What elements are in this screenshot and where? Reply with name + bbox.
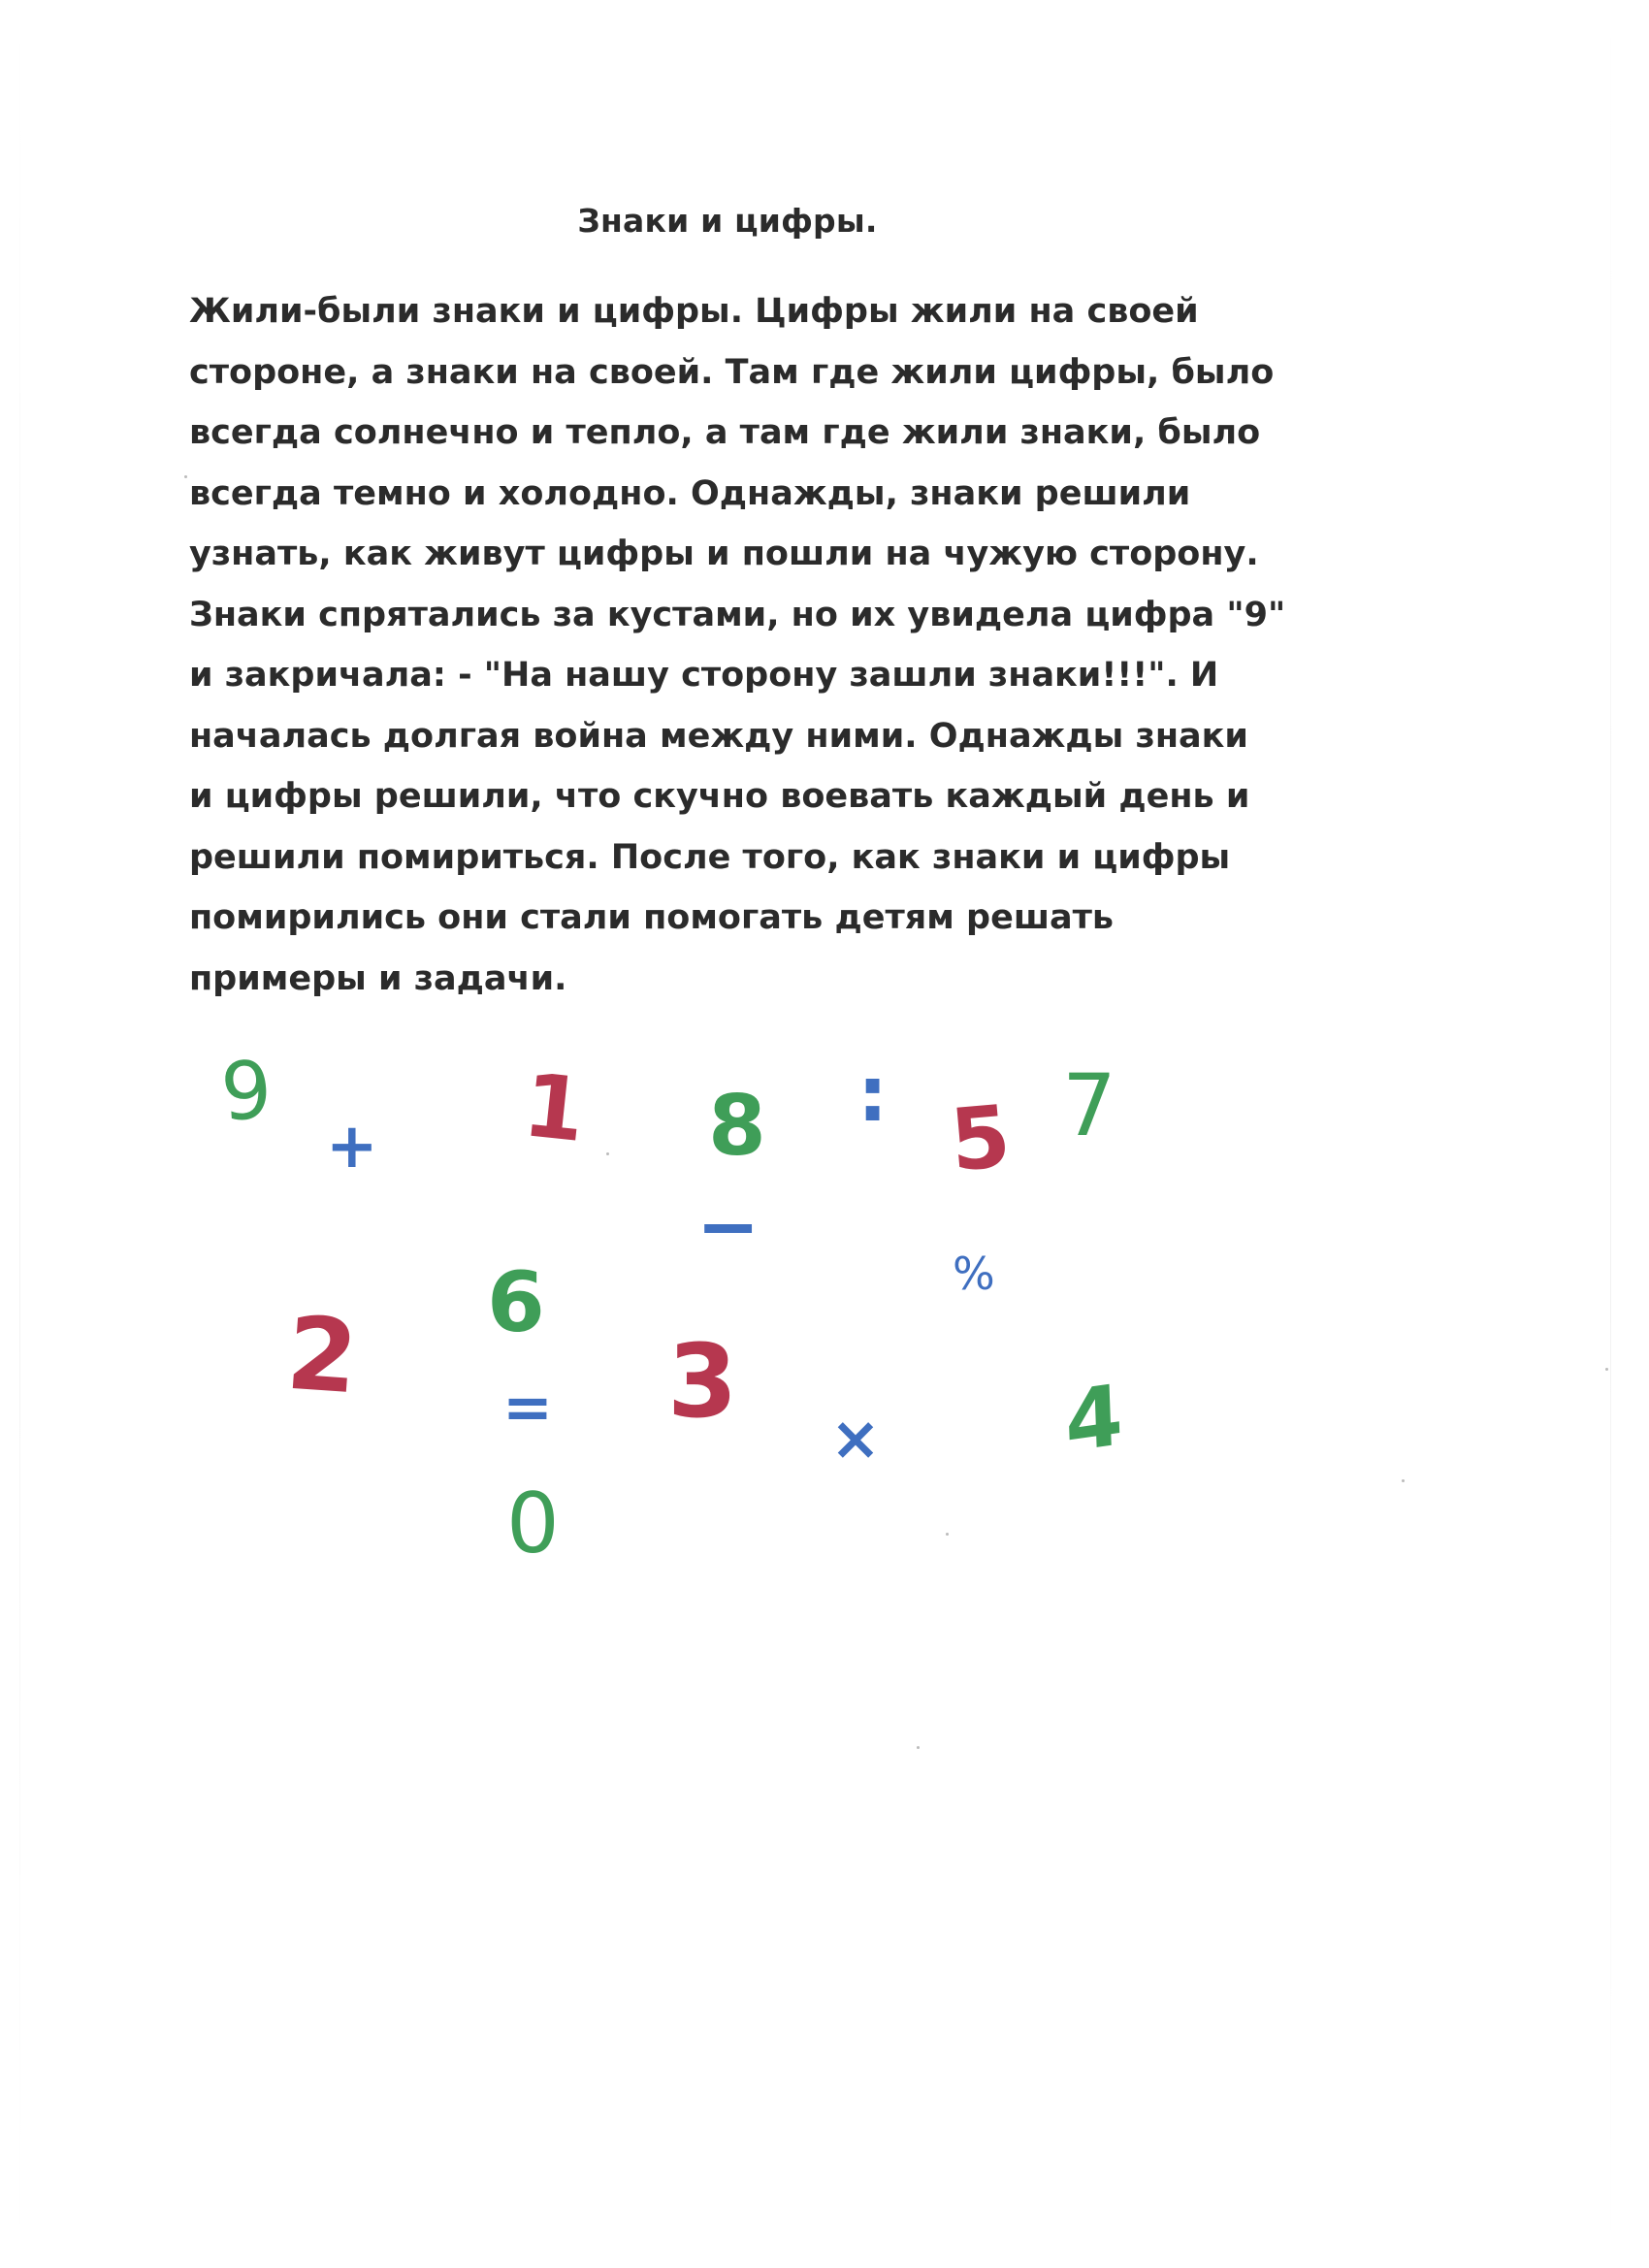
story-line: и цифры решили, что скучно воевать каждый день и (189, 777, 1250, 816)
drawn-digit-nine: 9 (217, 1044, 275, 1140)
scan-speck (184, 475, 187, 478)
drawn-colon-sign: : (857, 1052, 889, 1139)
story-line: примеры и задачи. (189, 958, 567, 998)
drawn-digit-one: 1 (518, 1054, 590, 1162)
story-line: Знаки спрятались за кустами, но их увидела цифра "9" (189, 595, 1286, 634)
story-paragraph (189, 281, 1286, 1009)
drawn-digit-zero: 0 (506, 1475, 560, 1572)
story-line: помирились они стали помогать детям решать (189, 898, 1115, 937)
drawn-digit-seven: 7 (1062, 1055, 1116, 1155)
drawn-plus-sign: + (326, 1111, 378, 1183)
document-title: Знаки и цифры. (577, 202, 878, 240)
drawn-times-sign: × (830, 1403, 881, 1474)
scan-edge-right (1610, 0, 1611, 2268)
drawn-minus-sign: − (696, 1183, 760, 1271)
drawn-equals-sign: = (502, 1372, 553, 1442)
story-line: всегда темно и холодно. Однажды, знаки решили (189, 473, 1191, 513)
scan-speck (917, 1746, 920, 1749)
story-line: и закричала: - "На нашу сторону зашли знаки!!!". И (189, 656, 1219, 695)
story-line: Жили-были знаки и цифры. Цифры жили на своей (189, 292, 1199, 331)
drawn-percent-sign: % (953, 1247, 995, 1300)
scan-speck (606, 1152, 609, 1155)
story-line: узнать, как живут цифры и пошли на чужую сторону. (189, 535, 1259, 573)
scan-speck (1402, 1479, 1405, 1482)
drawn-digit-two: 2 (282, 1293, 362, 1417)
scan-speck (946, 1533, 949, 1536)
story-line: решили помириться. После того, как знаки и цифры (189, 837, 1231, 877)
drawn-digit-eight: 8 (708, 1078, 766, 1175)
story-line: началась долгая война между ними. Однажды знаки (189, 716, 1248, 756)
story-line: стороне, а знаки на своей. Там где жили цифры, было (189, 352, 1275, 392)
drawn-digit-five: 5 (946, 1085, 1015, 1191)
drawn-digit-three: 3 (667, 1322, 738, 1441)
story-line: всегда солнечно и тепло, а там где жили знаки, было (189, 413, 1261, 452)
drawn-digit-four: 4 (1063, 1366, 1125, 1473)
scan-edge-left (19, 0, 20, 2268)
scan-speck (1605, 1368, 1608, 1371)
drawn-digit-six: 6 (487, 1254, 545, 1351)
